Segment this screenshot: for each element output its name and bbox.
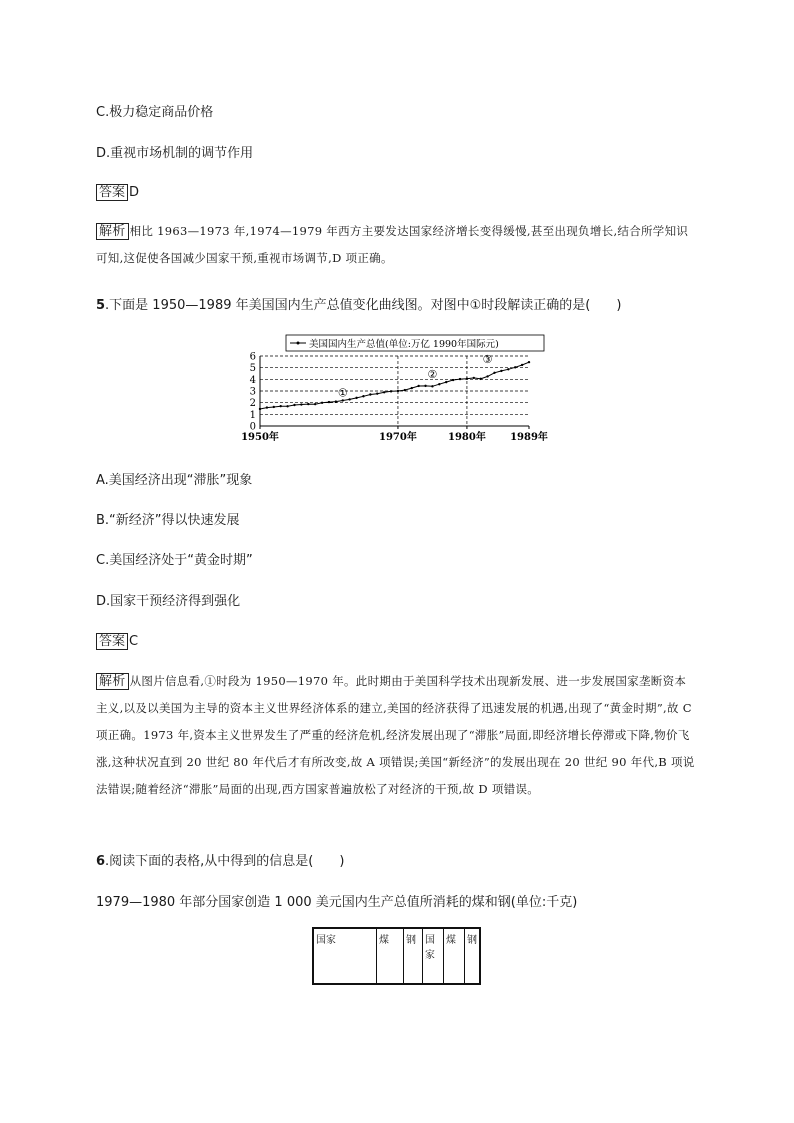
- question-stem: .阅读下面的表格,从中得到的信息是( ): [105, 854, 345, 869]
- y-tick-label: 2: [249, 398, 256, 410]
- data-point: [404, 389, 406, 391]
- series-line: [260, 362, 529, 409]
- x-tick-label: 1950年: [241, 432, 279, 443]
- data-point: [376, 392, 378, 394]
- q6-stem: [96, 850, 344, 869]
- y-tick-label: 1: [249, 409, 256, 421]
- q4-analysis: [96, 218, 696, 272]
- q5-option-a: A.美国经济出现“滞胀”现象: [96, 473, 253, 488]
- y-tick-label: 0: [249, 421, 256, 433]
- consumption-table: [312, 927, 481, 985]
- analysis-text: 相比 1963—1973 年,1974—1979 年西方主要发达国家经济增长变得缓慢,甚至出现负增长,结合所学知识可知,这促使各国减少国家干预,重视市场调节,D 项正确。: [96, 224, 689, 265]
- q4-option-c: C.极力稳定商品价格: [96, 105, 214, 120]
- data-point: [438, 383, 440, 385]
- x-tick-label: 1980年: [448, 432, 486, 443]
- legend: [286, 335, 544, 351]
- data-point: [293, 404, 295, 406]
- data-point: [390, 390, 392, 392]
- data-point: [445, 381, 447, 383]
- table-header-cell: 煤: [444, 928, 465, 984]
- table-header-cell: 国家: [313, 928, 377, 984]
- x-tick-label: 1970年: [379, 432, 417, 443]
- q4-answer: [96, 181, 139, 200]
- question-stem: .下面是 1950—1989 年美国国内生产总值变化曲线图。对图中①时段解读正确的是( ): [105, 298, 622, 313]
- data-point: [480, 378, 482, 380]
- q4-option-d: D.重视市场机制的调节作用: [96, 146, 254, 161]
- answer-value: C: [129, 634, 139, 649]
- q5-option-c: C.美国经济处于“黄金时期”: [96, 553, 253, 568]
- y-tick-label: 4: [249, 374, 256, 386]
- data-point: [355, 397, 357, 399]
- table-header-cell: 钢: [465, 928, 481, 984]
- data-point: [321, 402, 323, 404]
- q5-answer: [96, 630, 138, 649]
- data-point: [300, 403, 302, 405]
- q5-analysis: [96, 668, 696, 803]
- data-point: [286, 405, 288, 407]
- analysis-label: 解析: [96, 223, 129, 240]
- question-number: 6: [96, 854, 106, 869]
- y-tick-label: 3: [249, 386, 256, 398]
- table-header-row: [313, 928, 480, 984]
- legend-marker: [297, 342, 300, 345]
- data-point: [362, 395, 364, 397]
- data-point: [369, 393, 371, 395]
- data-point: [348, 398, 350, 400]
- period-annotation: ③: [482, 353, 493, 366]
- data-point: [259, 408, 261, 410]
- data-point: [279, 405, 281, 407]
- answer-value: D: [129, 185, 140, 200]
- data-point: [397, 390, 399, 392]
- data-point: [528, 361, 530, 363]
- data-point: [493, 372, 495, 374]
- data-point: [486, 375, 488, 377]
- data-point: [328, 401, 330, 403]
- gdp-line-chart: [241, 330, 550, 446]
- data-point: [266, 406, 268, 408]
- analysis-text: 从图片信息看,①时段为 1950—1970 年。此时期由于美国科学技术出现新发展、进一步发展国家垄断资本主义,以及以美国为主导的资本主义世界经济体系的建立,美国的经济获得了迅速发展的机遇,出现了“黄金时期”,故 C 项正确。1973 年,资本主义世界发生了严重的经济危机,经济发展出现了“滞胀”局面,即经济增长停滞或下降,物价飞涨,这种状况直到 20 世纪 80 年代后才有所改变,故 A 项错误;美国“新经济”的发展出现在 20 世纪 90 年代,B 项说法错误;随着经济“滞胀”局面的出现,西方国家普遍放松了对经济的干预,故 D 项错误。: [96, 674, 695, 796]
- q5-option-b: B.“新经济”得以快速发展: [96, 513, 240, 528]
- data-point: [431, 385, 433, 387]
- q5-option-d: D.国家干预经济得到强化: [96, 594, 241, 609]
- data-point: [335, 400, 337, 402]
- legend-text: 美国国内生产总值(单位:万亿 1990年国际元): [309, 339, 499, 350]
- data-point: [473, 377, 475, 379]
- period-annotation: ①: [337, 386, 348, 400]
- answer-label: 答案: [96, 633, 128, 650]
- data-point: [521, 364, 523, 366]
- data-point: [383, 391, 385, 393]
- y-tick-label: 6: [249, 351, 256, 363]
- data-point: [500, 370, 502, 372]
- data-point: [452, 379, 454, 381]
- q6-table-caption: 1979—1980 年部分国家创造 1 000 美元国内生产总值所消耗的煤和钢(单位:千克): [96, 895, 578, 910]
- data-point: [466, 378, 468, 380]
- q5-stem: [96, 294, 621, 313]
- table-header-cell: 煤: [377, 928, 404, 984]
- data-point: [314, 403, 316, 405]
- analysis-label: 解析: [96, 673, 129, 690]
- question-number: 5: [96, 298, 106, 313]
- data-point: [411, 387, 413, 389]
- answer-label: 答案: [96, 184, 128, 201]
- table-header-cell: 国家: [423, 928, 444, 984]
- data-point: [424, 385, 426, 387]
- data-point: [514, 366, 516, 368]
- table-header-cell: 钢: [404, 928, 423, 984]
- data-point: [342, 399, 344, 401]
- data-point: [459, 378, 461, 380]
- period-annotation: ②: [427, 368, 438, 382]
- data-point: [507, 368, 509, 370]
- data-point: [417, 385, 419, 387]
- x-tick-label: 1989年: [510, 432, 548, 443]
- data-point: [273, 406, 275, 408]
- y-tick-label: 5: [249, 363, 256, 375]
- data-point: [307, 403, 309, 405]
